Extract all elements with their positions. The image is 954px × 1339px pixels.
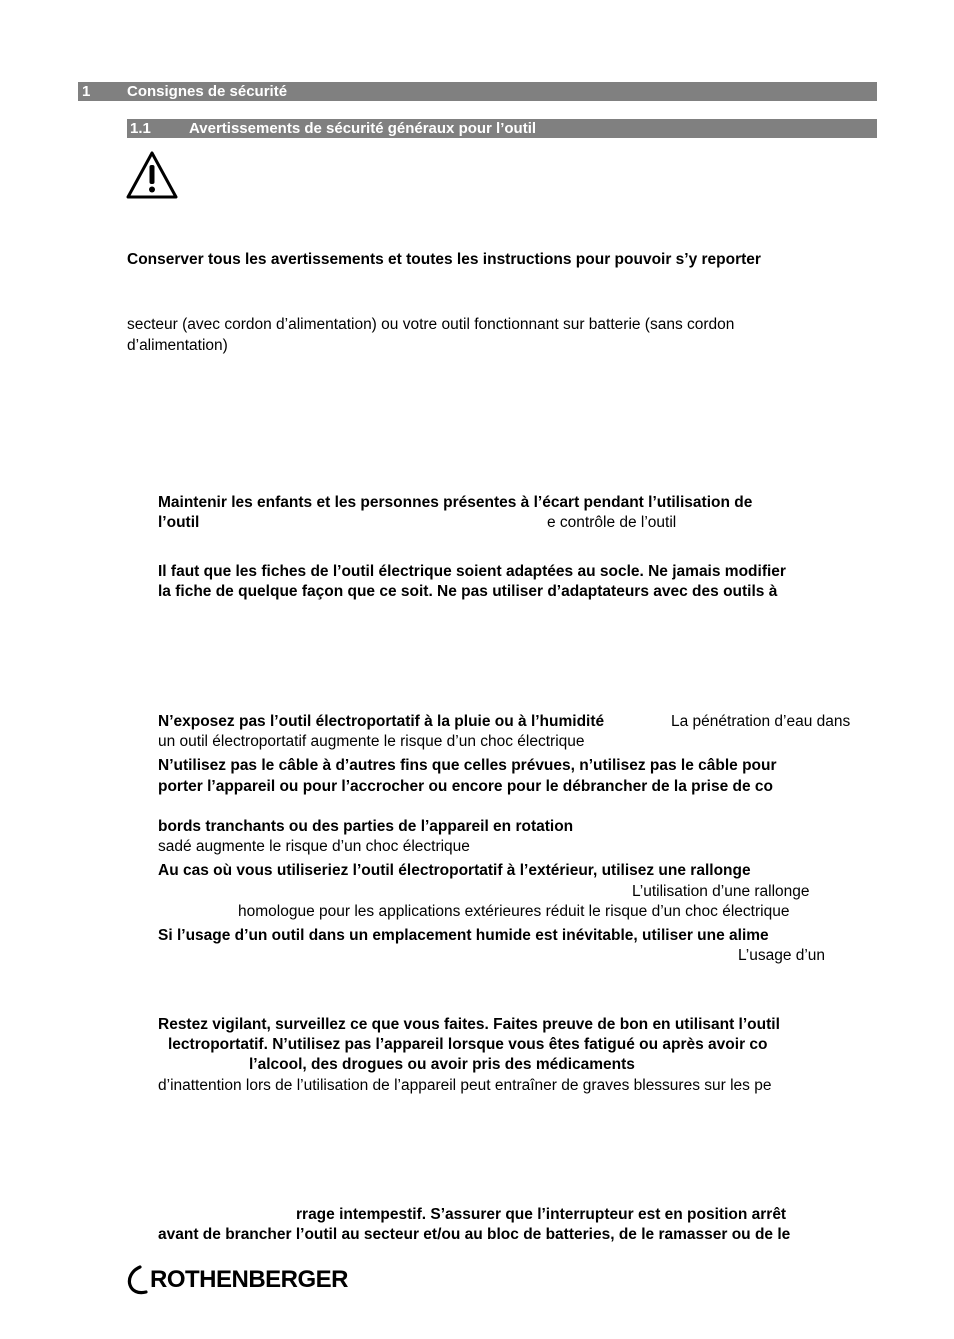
text-line: sadé augmente le risque d’un choc électrique <box>158 838 470 855</box>
brand-logo <box>126 1263 348 1297</box>
subsection-number: 1.1 <box>130 120 151 137</box>
text-line: la fiche de quelque façon que ce soit. Ne pas utiliser d’adaptateurs avec des outils à <box>158 583 778 600</box>
text-line: Restez vigilant, surveillez ce que vous faites. Faites preuve de bon en utilisant l’outil <box>158 1016 780 1033</box>
text-line: Au cas où vous utiliseriez l’outil électroportatif à l’extérieur, utilisez une rallonge <box>158 862 751 879</box>
text-line: secteur (avec cordon d’alimentation) ou votre outil fonctionnant sur batterie (sans cordon <box>127 316 735 333</box>
text-line: avant de brancher l’outil au secteur et/ou au bloc de batteries, de le ramasser ou de le <box>158 1226 791 1243</box>
text-line: La pénétration d’eau dans <box>671 713 851 730</box>
brand-name: ROTHENBERGER <box>150 1266 349 1293</box>
text-line: N’exposez pas l’outil électroportatif à la pluie ou à l’humidité <box>158 713 605 730</box>
text-line: L’utilisation d’une rallonge <box>632 883 810 900</box>
text-line: porter l’appareil ou pour l’accrocher ou encore pour le débrancher de la prise de co <box>158 778 773 795</box>
text-line: homologue pour les applications extérieures réduit le risque d’un choc électrique <box>238 903 790 920</box>
text-line: N’utilisez pas le câble à d’autres fins que celles prévues, n’utilisez pas le câble pour <box>158 757 777 774</box>
text-line: Conserver tous les avertissements et toutes les instructions pour pouvoir s’y reporter <box>127 251 761 268</box>
text-line: e contrôle de l’outil <box>547 514 677 531</box>
text-line: bords tranchants ou des parties de l’appareil en rotation <box>158 818 574 835</box>
rothenberger-swoosh-logo <box>126 1263 148 1297</box>
text-line: un outil électroportatif augmente le risque d’un choc électrique <box>158 733 585 750</box>
text-line: rrage intempestif. S’assurer que l’interrupteur est en position arrêt <box>296 1206 787 1223</box>
text-line: l’alcool, des drogues ou avoir pris des médicaments <box>249 1056 635 1073</box>
text-line: d’inattention lors de l’utilisation de l’appareil peut entraîner de graves blessures sur les pe <box>158 1077 772 1094</box>
text-line: lectroportatif. N’utilisez pas l’appareil lorsque vous êtes fatigué ou après avoir co <box>168 1036 768 1053</box>
section-number: 1 <box>82 83 91 100</box>
text-line: d’alimentation) <box>127 337 228 354</box>
warning-triangle-icon <box>125 150 179 200</box>
text-line: Si l’usage d’un outil dans un emplacement humide est inévitable, utiliser une alime <box>158 927 769 944</box>
text-line: l’outil <box>158 514 200 531</box>
section-header <box>78 82 877 101</box>
subsection-title: Avertissements de sécurité généraux pour l’outil <box>189 120 537 137</box>
text-line: Maintenir les enfants et les personnes présentes à l’écart pendant l’utilisation de <box>158 494 753 511</box>
text-line: Il faut que les fiches de l’outil électrique soient adaptées au socle. Ne jamais modifier <box>158 563 786 580</box>
subsection-header <box>127 119 877 138</box>
section-title: Consignes de sécurité <box>127 83 288 100</box>
text-line: L’usage d’un <box>738 947 826 964</box>
